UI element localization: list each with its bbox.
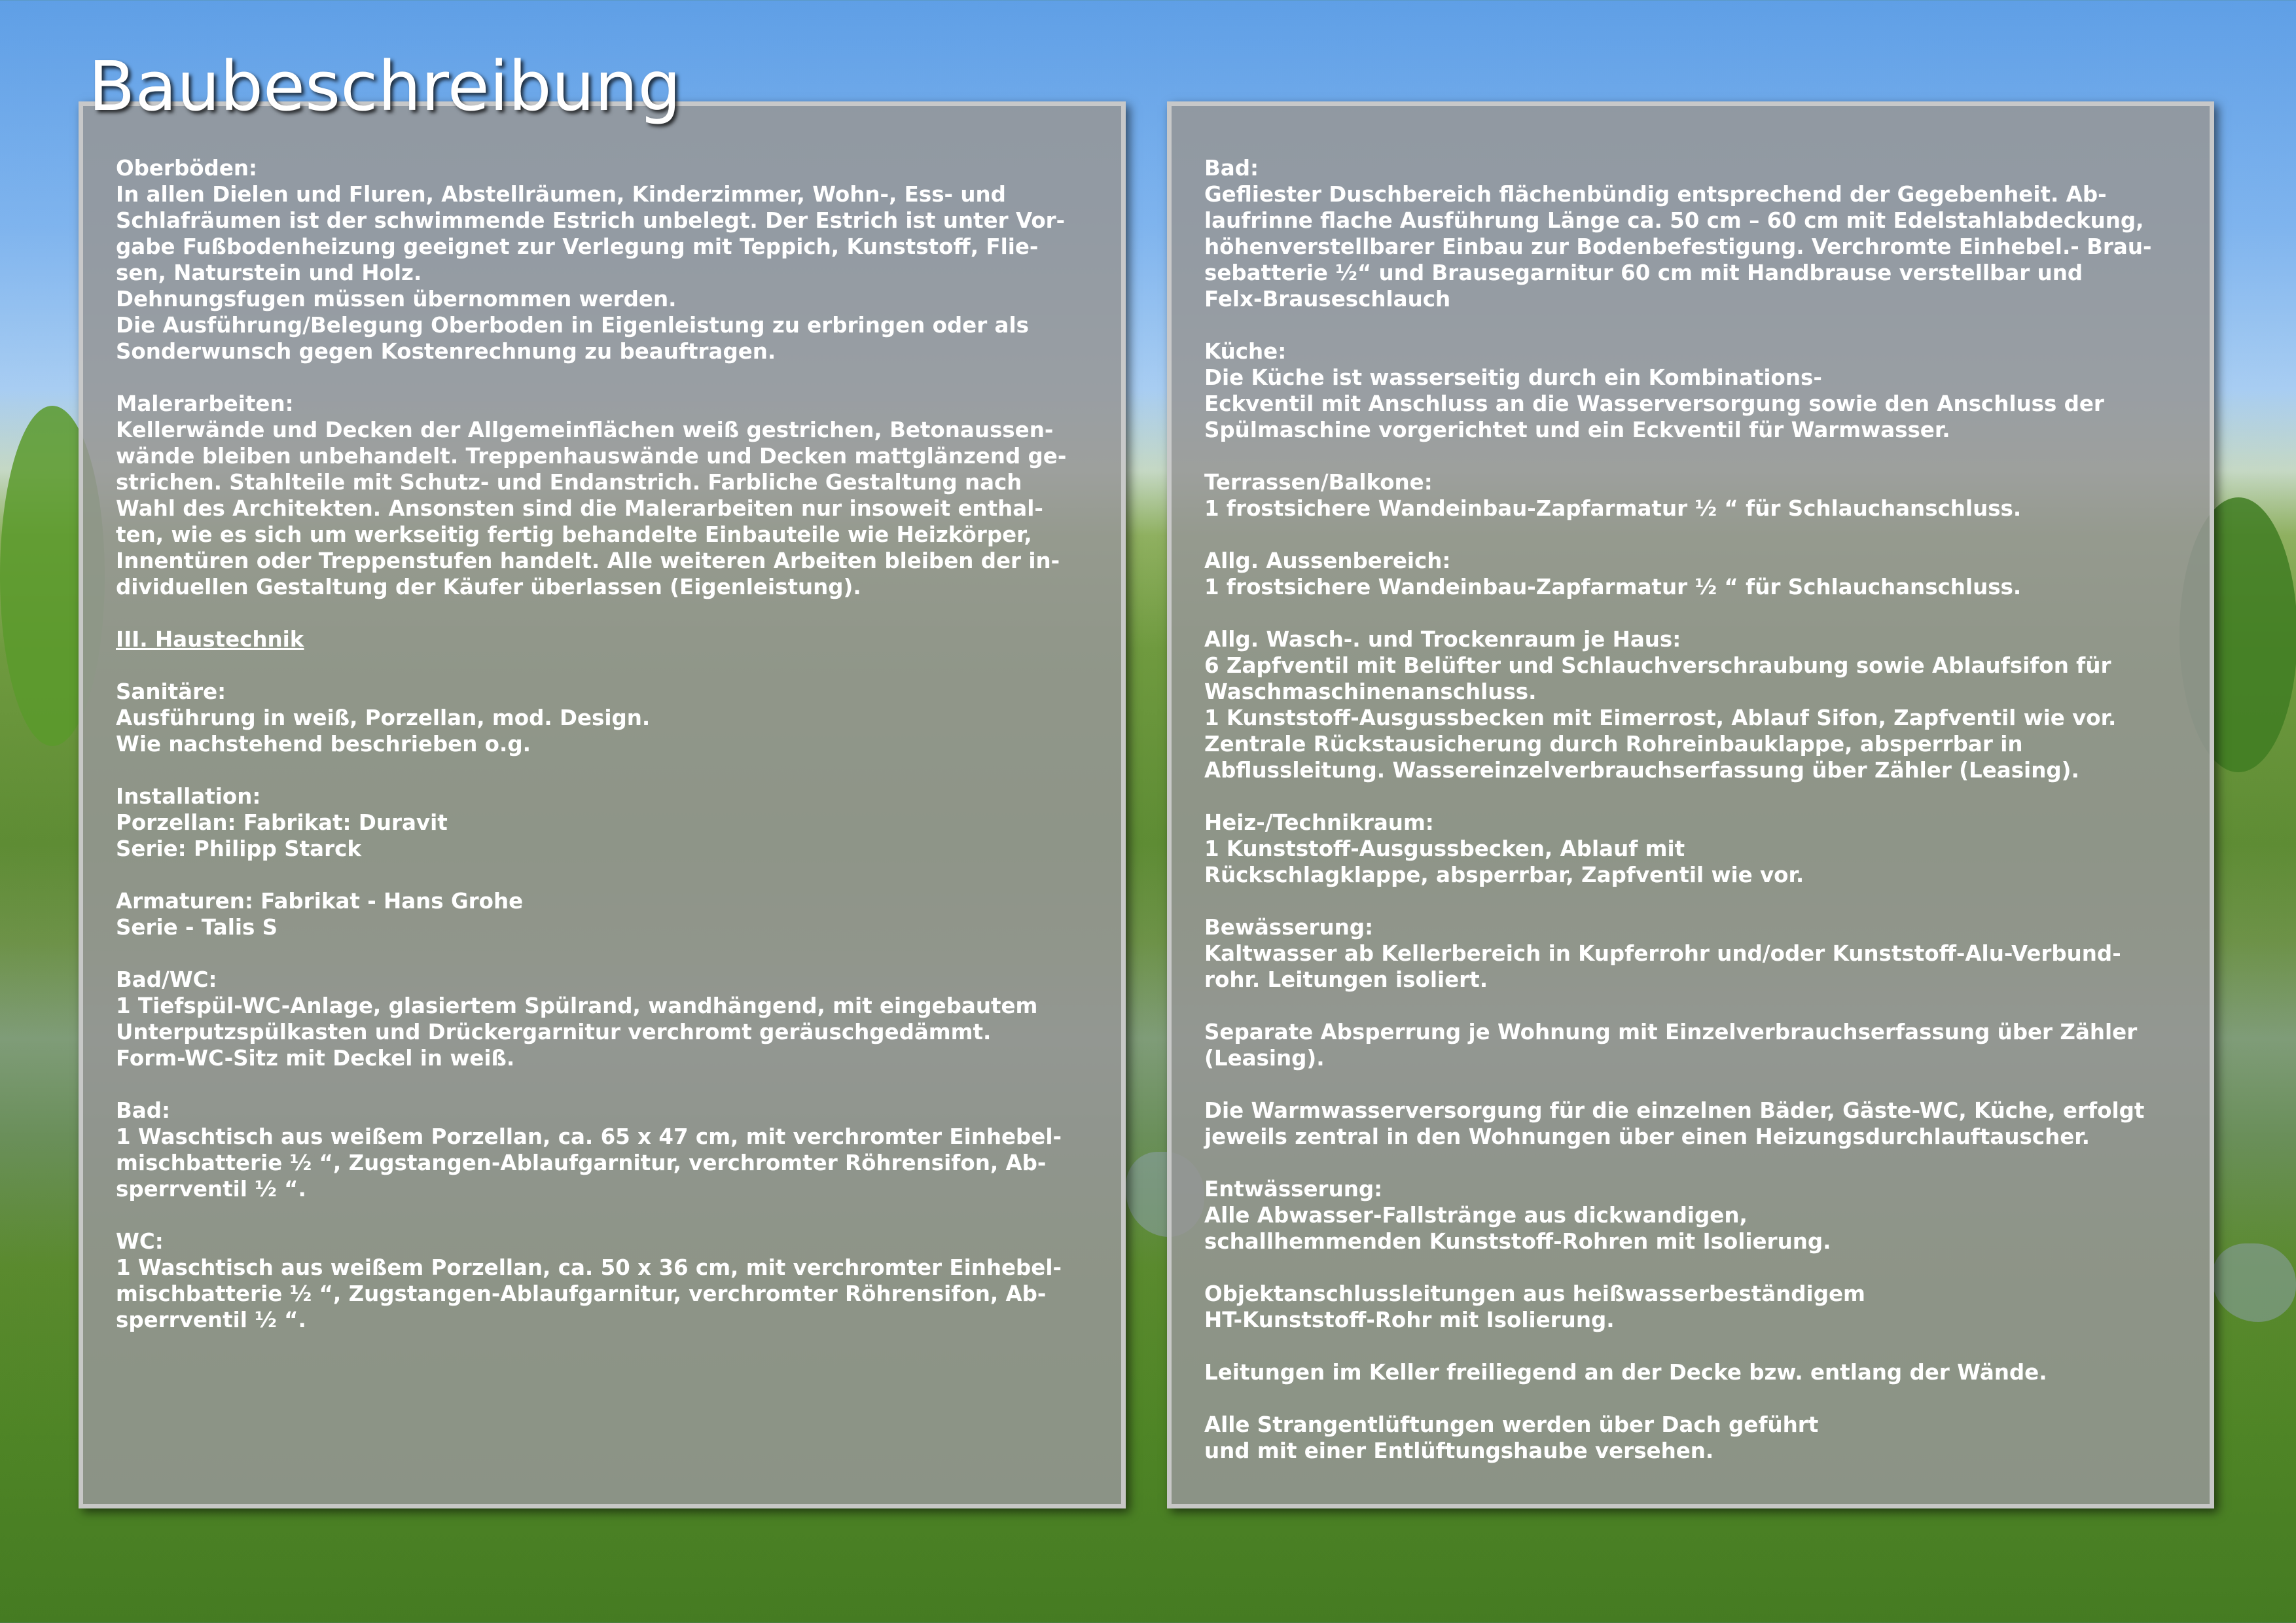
- text-wc: 1 Waschtisch aus weißem Porzellan, ca. 50 x 36 cm, mit verchromter Einhebel- mischbatterie ½ “, Zugstangen-Ablaufgarnitur, verchromter Röhrensifon, Ab- sperrventil ½ “.: [116, 1255, 1062, 1332]
- paragraph-sanitaere: [116, 679, 1088, 757]
- paragraph-bewaesserung: [1204, 914, 2177, 993]
- water-reflection-right: [2212, 1243, 2296, 1322]
- left-column-panel: [79, 101, 1126, 1508]
- paragraph-installation: [116, 783, 1088, 862]
- paragraph-wc: [116, 1228, 1088, 1333]
- text-bad-wc: 1 Tiefspül-WC-Anlage, glasiertem Spülrand, wandhängend, mit eingebautem Unterputzspülkasten und Drückergarnitur verchromt geräuschgedämmt. Form-WC-Sitz mit Deckel in weiß.: [116, 993, 1038, 1071]
- text-armaturen: Serie - Talis S: [116, 915, 278, 940]
- text-aussenbereich: 1 frostsichere Wandeinbau-Zapfarmatur ½ “ für Schlauchanschluss.: [1204, 575, 2022, 599]
- paragraph-bad-dusche: [1204, 155, 2177, 312]
- paragraph-terrassen: [1204, 469, 2177, 522]
- text-entwaesserung: Alle Abwasser-Fallstränge aus dickwandigen, schallhemmenden Kunststoff-Rohren mit Isolierung.: [1204, 1203, 1831, 1254]
- heading-oberboeden: Oberböden:: [116, 156, 257, 181]
- paragraph-malerarbeiten: [116, 391, 1088, 600]
- text-kueche: Die Küche ist wasserseitig durch ein Kombinations- Eckventil mit Anschluss an die Wasserversorgung sowie den Anschluss der Spülmaschine vorgerichtet und ein Eckventil für Warmwasser.: [1204, 365, 2104, 442]
- heading-armaturen: Armaturen: Fabrikat - Hans Grohe: [116, 889, 524, 914]
- paragraph-warmwasser: Die Warmwasserversorgung für die einzelnen Bäder, Gäste-WC, Küche, erfolgt jeweils zentral in den Wohnungen über einen Heizungsdurchlauftauscher.: [1204, 1098, 2145, 1149]
- paragraph-bad: [116, 1097, 1088, 1202]
- text-oberboeden: In allen Dielen und Fluren, Abstellräumen, Kinderzimmer, Wohn-, Ess- und Schlafräumen ist der schwimmende Estrich unbelegt. Der Estrich ist unter Vor- gabe Fußbodenheizung geeignet zur Verlegung mit Teppich, Kunststoff, Flie- sen, Naturstein und Holz. Dehnungsfugen müssen übernommen werden. Die Ausführung/Belegung Oberboden in Eigenleistung zu erbringen oder als Sonderwunsch gegen Kostenrechnung zu beauftragen.: [116, 182, 1066, 364]
- paragraph-leitungen-keller: Leitungen im Keller freiliegend an der Decke bzw. entlang der Wände.: [1204, 1360, 2047, 1385]
- paragraph-armaturen: [116, 888, 1088, 940]
- heading-aussenbereich: Allg. Aussenbereich:: [1204, 548, 1451, 573]
- right-column-panel: [1167, 101, 2214, 1508]
- heading-kueche: Küche:: [1204, 339, 1287, 364]
- text-sanitaere: Ausführung in weiß, Porzellan, mod. Design. Wie nachstehend beschrieben o.g.: [116, 705, 651, 757]
- heading-bewaesserung: Bewässerung:: [1204, 915, 1374, 940]
- heading-technikraum: Heiz-/Technikraum:: [1204, 810, 1434, 835]
- paragraph-strangentlueftung: Alle Strangentlüftungen werden über Dach geführt und mit einer Entlüftungshaube versehen.: [1204, 1412, 1819, 1463]
- paragraph-oberboeden: [116, 155, 1088, 365]
- paragraph-waschraum: [1204, 626, 2177, 783]
- paragraph-entwaesserung: [1204, 1176, 2177, 1255]
- text-bad: 1 Waschtisch aus weißem Porzellan, ca. 65 x 47 cm, mit verchromter Einhebel- mischbatterie ½ “, Zugstangen-Ablaufgarnitur, verchromter Röhrensifon, Ab- sperrventil ½ “.: [116, 1124, 1062, 1202]
- heading-wc: WC:: [116, 1229, 164, 1254]
- heading-sanitaere: Sanitäre:: [116, 679, 226, 704]
- paragraph-aussenbereich: [1204, 548, 2177, 600]
- heading-installation: Installation:: [116, 784, 261, 809]
- paragraph-kueche: [1204, 338, 2177, 443]
- text-bad-dusche: Gefliester Duschbereich flächenbündig entsprechend der Gegebenheit. Ab- laufrinne flache Ausführung Länge ca. 50 cm – 60 cm mit Edelstahlabdeckung, höhenverstellbarer Einbau zur Bodenbefestigung. Verchromte Einhebel.- Brau- sebatterie ½“ und Brausegarnitur 60 cm mit Handbrause verstellbar und Felx-Brauseschlauch: [1204, 182, 2152, 312]
- heading-malerarbeiten: Malerarbeiten:: [116, 391, 294, 416]
- text-installation: Porzellan: Fabrikat: Duravit Serie: Philipp Starck: [116, 810, 448, 861]
- page-title: Baubeschreibung: [88, 46, 681, 126]
- heading-bad-dusche: Bad:: [1204, 156, 1259, 181]
- paragraph-technikraum: [1204, 810, 2177, 888]
- text-malerarbeiten: Kellerwände und Decken der Allgemeinflächen weiß gestrichen, Betonaussen- wände bleiben unbehandelt. Treppenhauswände und Decken mattglänzend ge- strichen. Stahlteile mit Schutz- und Endanstrich. Farbliche Gestaltung nach Wahl des Architekten. Ansonsten sind die Malerarbeiten nur insoweit enthal- ten, wie es sich um werkseitig fertig behandelte Einbauteile wie Heizkörper, Innentüren oder Treppenstufen handelt. Alle weiteren Arbeiten bleiben der in- dividuellen Gestaltung der Käufer überlassen (Eigenleistung).: [116, 418, 1067, 599]
- text-waschraum: 6 Zapfventil mit Belüfter und Schlauchverschraubung sowie Ablaufsifon für Waschmaschinenanschluss. 1 Kunststoff-Ausgussbecken mit Eimerrost, Ablauf Sifon, Zapfventil wie vor. Zentrale Rückstausicherung durch Rohreinbauklappe, absperrbar in Abflussleitung. Wassereinzelverbrauchserfassung über Zähler (Leasing).: [1204, 653, 2117, 783]
- heading-terrassen: Terrassen/Balkone:: [1204, 470, 1433, 495]
- heading-waschraum: Allg. Wasch-. und Trockenraum je Haus:: [1204, 627, 1681, 652]
- heading-bad: Bad:: [116, 1098, 170, 1123]
- paragraph-objektanschluss: Objektanschlussleitungen aus heißwasserbeständigem HT-Kunststoff-Rohr mit Isolierung.: [1204, 1281, 1865, 1332]
- text-technikraum: 1 Kunststoff-Ausgussbecken, Ablauf mit Rückschlagklappe, absperrbar, Zapfventil wie vor.: [1204, 836, 1804, 887]
- text-terrassen: 1 frostsichere Wandeinbau-Zapfarmatur ½ “ für Schlauchanschluss.: [1204, 496, 2022, 521]
- heading-entwaesserung: Entwässerung:: [1204, 1177, 1383, 1202]
- text-bewaesserung: Kaltwasser ab Kellerbereich in Kupferrohr und/oder Kunststoff-Alu-Verbund- rohr. Leitungen isoliert.: [1204, 941, 2121, 992]
- paragraph-absperrung: Separate Absperrung je Wohnung mit Einzelverbrauchserfassung über Zähler (Leasing).: [1204, 1020, 2138, 1071]
- heading-bad-wc: Bad/WC:: [116, 967, 217, 992]
- section-heading-haustechnik: III. Haustechnik: [116, 627, 304, 652]
- paragraph-bad-wc: [116, 967, 1088, 1071]
